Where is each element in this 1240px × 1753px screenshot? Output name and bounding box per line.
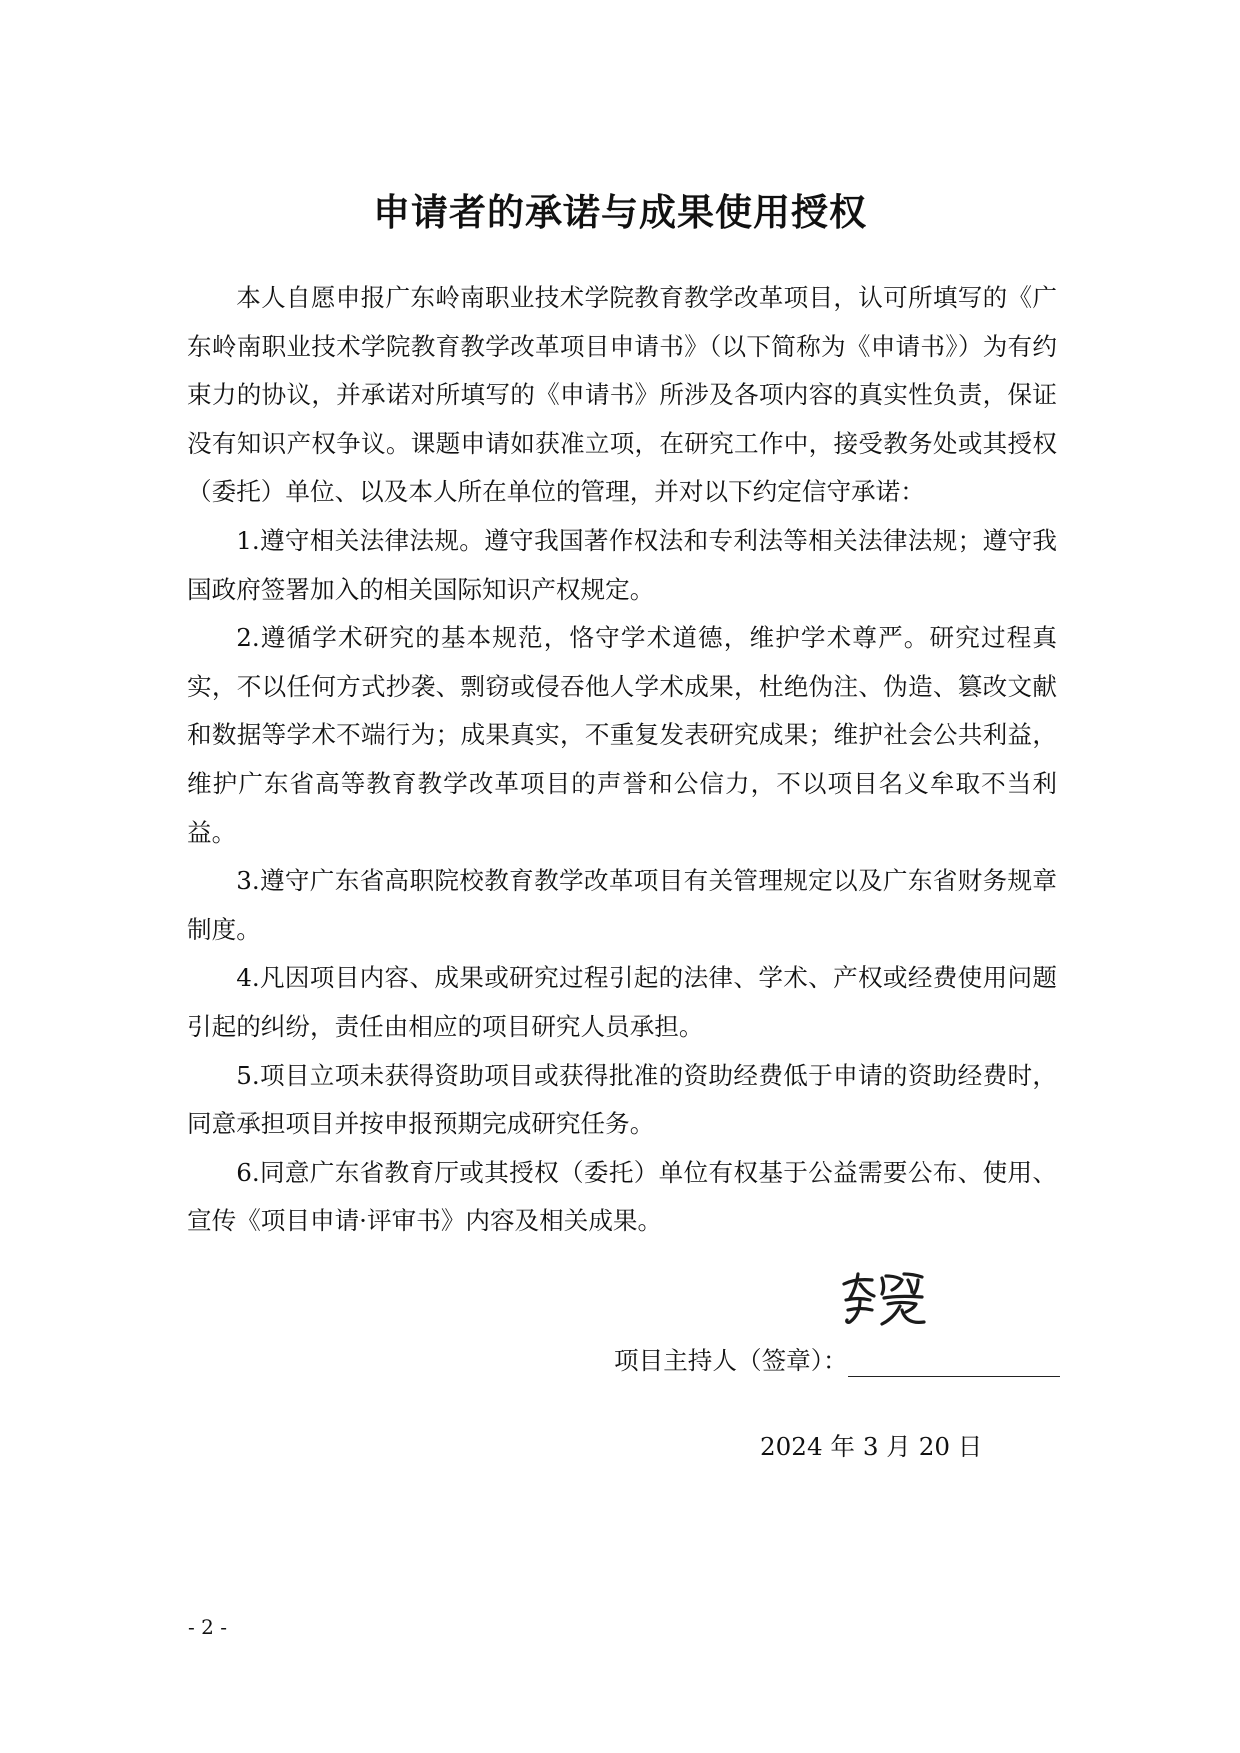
page-title: 申请者的承诺与成果使用授权 — [373, 191, 867, 234]
commitment-body — [187, 274, 1057, 1246]
signature-area — [600, 1270, 1060, 1400]
intro-paragraph: 本人自愿申报广东岭南职业技术学院教育教学改革项目，认可所填写的《广东岭南职业技术学院教育教学改革项目申请书》（以下简称为《申请书》）为有约束力的协议，并承诺对所填写的《申请书》所涉及各项内容的真实性负责，保证没有知识产权争议。课题申请如获准立项，在研究工作中，接受教务处或其授权（委托）单位、以及本人所在单位的管理，并对以下约定信守承诺： — [187, 283, 1057, 507]
signer-label: 项目主持人（签章）： — [614, 1346, 848, 1375]
commitment-item-3: 3.遵守广东省高职院校教育教学改革项目有关管理规定以及广东省财务规章制度。 — [187, 866, 1057, 944]
commitment-item-6: 6.同意广东省教育厅或其授权（委托）单位有权基于公益需要公布、使用、宣传《项目申请·评审书》内容及相关成果。 — [187, 1157, 1057, 1236]
sign-date: 2024 年 3 月 20 日 — [760, 1432, 983, 1461]
handwritten-signature — [838, 1270, 928, 1330]
page-number: - 2 - — [188, 1615, 227, 1639]
signature-blank — [848, 1348, 1060, 1377]
signer-line — [614, 1342, 1060, 1377]
commitment-item-1: 1.遵守相关法律法规。遵守我国著作权法和专利法等相关法律法规；遵守我国政府签署加入的相关国际知识产权规定。 — [187, 525, 1057, 604]
commitment-item-5: 5.项目立项未获得资助项目或获得批准的资助经费低于申请的资助经费时，同意承担项目并按申报预期完成研究任务。 — [187, 1060, 1057, 1139]
commitment-item-2: 2.遵循学术研究的基本规范，恪守学术道德，维护学术尊严。研究过程真实，不以任何方式抄袭、剽窃或侵吞他人学术成果，杜绝伪注、伪造、篡改文献和数据等学术不端行为；成果真实，不重复发表研究成果；维护社会公共利益，维护广东省高等教育教学改革项目的声誉和公信力，不以项目名义牟取不当利益。 — [187, 623, 1057, 847]
commitment-item-4: 4.凡因项目内容、成果或研究过程引起的法律、学术、产权或经费使用问题引起的纠纷，责任由相应的项目研究人员承担。 — [187, 963, 1057, 1041]
